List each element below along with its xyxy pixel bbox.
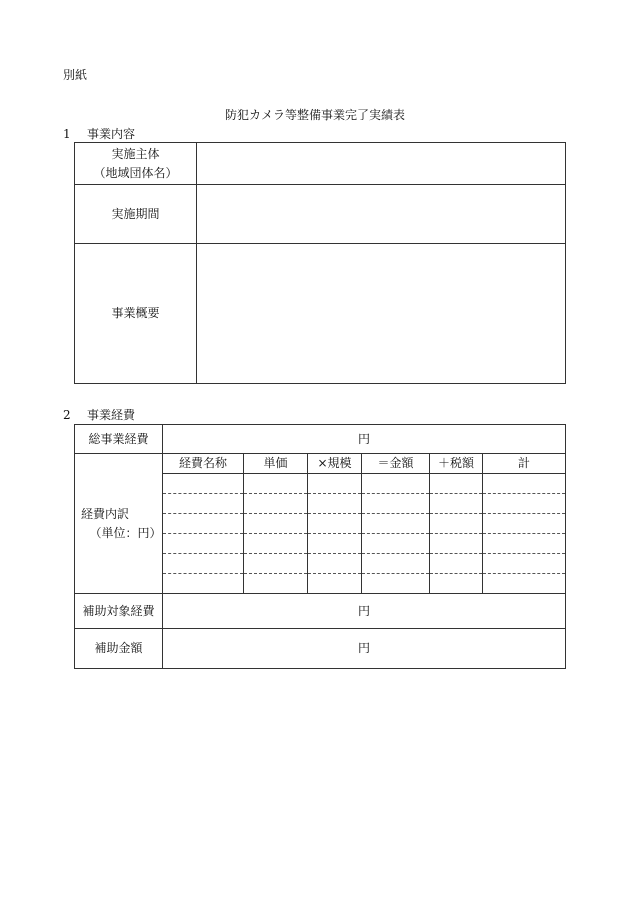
subsidy-target-yen: 円 xyxy=(358,603,371,618)
total-expense-field[interactable] xyxy=(163,425,566,454)
total-expense-label: 総事業経費 xyxy=(75,425,163,454)
implementation-period-field[interactable] xyxy=(197,185,566,244)
section-1-title: 事業内容 xyxy=(87,127,136,141)
expense-cell[interactable] xyxy=(163,514,244,534)
expense-cell[interactable] xyxy=(483,494,566,514)
expense-cell[interactable] xyxy=(483,534,566,554)
implementation-period-label: 実施期間 xyxy=(75,185,197,244)
expense-cell[interactable] xyxy=(483,574,566,594)
section-2-heading xyxy=(63,406,135,423)
expense-cell[interactable] xyxy=(362,494,430,514)
expense-cell[interactable] xyxy=(483,514,566,534)
expense-cell[interactable] xyxy=(244,554,308,574)
expense-cell[interactable] xyxy=(308,554,362,574)
business-summary-label: 事業概要 xyxy=(75,244,197,384)
expense-cell[interactable] xyxy=(430,474,483,494)
expense-cell[interactable] xyxy=(308,494,362,514)
subsidy-target-expense-field[interactable] xyxy=(163,594,566,629)
expense-cell[interactable] xyxy=(362,554,430,574)
subsidy-target-expense-label: 補助対象経費 xyxy=(75,594,163,629)
column-header-scale: ×規模 xyxy=(308,454,362,474)
subsidy-amount-yen: 円 xyxy=(358,641,371,656)
column-header-unit-price: 単価 xyxy=(244,454,308,474)
column-header-total: 計 xyxy=(483,454,566,474)
expense-cell[interactable] xyxy=(483,474,566,494)
expense-cell[interactable] xyxy=(244,494,308,514)
implementing-entity-field[interactable] xyxy=(197,143,566,185)
column-header-tax: ＋税額 xyxy=(430,454,483,474)
expense-cell[interactable] xyxy=(308,534,362,554)
expense-breakdown-label-line2: （単位：円） xyxy=(89,525,162,540)
expense-cell[interactable] xyxy=(163,474,244,494)
expense-cell[interactable] xyxy=(308,474,362,494)
implementing-entity-label-line1: 実施主体 xyxy=(111,146,160,161)
section-1-heading xyxy=(63,125,135,142)
expense-cell[interactable] xyxy=(163,494,244,514)
annex-label: 別紙 xyxy=(63,68,88,82)
expense-cell[interactable] xyxy=(430,554,483,574)
expense-cell[interactable] xyxy=(308,514,362,534)
expense-cell[interactable] xyxy=(362,574,430,594)
total-expense-yen: 円 xyxy=(358,431,371,446)
business-summary-field[interactable] xyxy=(197,244,566,384)
subsidy-amount-field[interactable] xyxy=(163,629,566,669)
implementing-entity-label xyxy=(75,143,197,185)
section-1-number: 1 xyxy=(63,127,71,141)
document-title: 防犯カメラ等整備事業完了実績表 xyxy=(224,108,405,122)
expense-cell[interactable] xyxy=(163,534,244,554)
expense-cell[interactable] xyxy=(430,514,483,534)
column-header-expense-name: 経費名称 xyxy=(163,454,244,474)
implementing-entity-label-line2: （地域団体名） xyxy=(93,165,178,180)
expense-cell[interactable] xyxy=(244,574,308,594)
column-header-amount: ＝金額 xyxy=(362,454,430,474)
expense-cell[interactable] xyxy=(244,474,308,494)
subsidy-amount-label: 補助金額 xyxy=(75,629,163,669)
expense-cell[interactable] xyxy=(163,574,244,594)
section-2-number: 2 xyxy=(63,408,71,422)
expense-cell[interactable] xyxy=(362,514,430,534)
section-2-title: 事業経費 xyxy=(87,408,136,422)
business-expense-table xyxy=(74,424,566,669)
expense-cell[interactable] xyxy=(362,474,430,494)
expense-cell[interactable] xyxy=(430,574,483,594)
expense-cell[interactable] xyxy=(308,574,362,594)
expense-cell[interactable] xyxy=(362,534,430,554)
business-content-table xyxy=(74,142,566,384)
expense-cell[interactable] xyxy=(163,554,244,574)
expense-cell[interactable] xyxy=(483,554,566,574)
expense-cell[interactable] xyxy=(430,494,483,514)
expense-breakdown-label xyxy=(75,454,163,594)
expense-breakdown-label-line1: 経費内訳 xyxy=(81,506,130,521)
expense-cell[interactable] xyxy=(244,514,308,534)
expense-cell[interactable] xyxy=(430,534,483,554)
expense-cell[interactable] xyxy=(244,534,308,554)
